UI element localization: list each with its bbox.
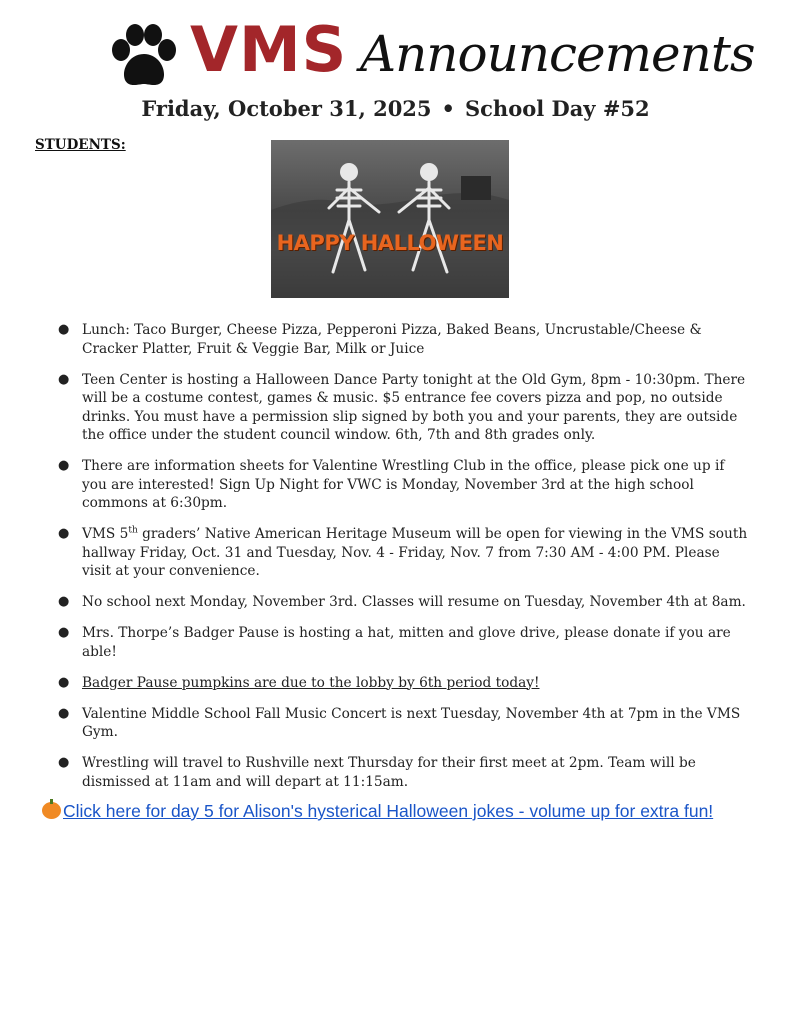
bullet-icon: ● <box>58 322 70 337</box>
halloween-image <box>271 140 509 298</box>
dancing-skeletons-illustration <box>271 140 509 298</box>
bullet-icon: ● <box>58 705 70 721</box>
separator-dot: • <box>441 96 455 121</box>
bullet-icon: ● <box>58 594 70 609</box>
date-text: Friday, October 31, 2025 <box>141 96 432 121</box>
paw-print-icon <box>107 24 181 90</box>
bullet-icon: ● <box>58 674 70 690</box>
pumpkin-icon <box>42 802 61 819</box>
masthead-title: Announcements <box>360 25 755 83</box>
list-item: ● Teen Center is hosting a Halloween Dance Party tonight at the Old Gym, 8pm - 10:30pm. There will be a costume contest, games & music. $5 entrance fee covers pizza and pop, no outside drinks. You must have a permission slip signed by both you and your parents, they are outside the office under the student council window. 6th, 7th and 8th grades only. <box>58 371 746 443</box>
list-item: ● No school next Monday, November 3rd. Classes will resume on Tuesday, November 4th at 8am. <box>58 594 746 610</box>
happy-halloween-caption: HAPPY HALLOWEEN <box>276 231 504 255</box>
joke-link-row <box>42 801 713 822</box>
bullet-icon: ● <box>58 526 70 541</box>
bullet-icon: ● <box>58 458 70 473</box>
list-item: ● Lunch: Taco Burger, Cheese Pizza, Pepperoni Pizza, Baked Beans, Uncrustable/Cheese & Cracker Platter, Fruit & Veggie Bar, Milk or Juice <box>58 322 702 357</box>
date-line <box>0 96 791 121</box>
list-item: ● Wrestling will travel to Rushville next Thursday for their first meet at 2pm. Team will be dismissed at 11am and will depart at 11:15am. <box>58 755 696 790</box>
list-item: ● Badger Pause pumpkins are due to the lobby by 6th period today! <box>58 674 540 691</box>
bullet-icon: ● <box>58 755 70 770</box>
masthead <box>0 14 791 86</box>
section-label-students: STUDENTS: <box>35 137 126 153</box>
school-day-text: School Day #52 <box>464 96 650 121</box>
list-item: ● Mrs. Thorpe’s Badger Pause is hosting a hat, mitten and glove drive, please donate if you are able! <box>58 625 731 660</box>
list-item: ● VMS 5th graders’ Native American Heritage Museum will be open for viewing in the VMS south hallway Friday, Oct. 31 and Tuesday, Nov. 4 - Friday, Nov. 7 from 7:30 AM - 4:00 PM. Please visit at your convenience. <box>58 525 748 579</box>
announcement-list <box>58 321 748 804</box>
bullet-icon: ● <box>58 625 70 640</box>
list-item: ● Valentine Middle School Fall Music Concert is next Tuesday, November 4th at 7pm in the VMS Gym. <box>58 705 741 740</box>
bullet-icon: ● <box>58 371 70 387</box>
list-item: ● There are information sheets for Valentine Wrestling Club in the office, please pick one up if you are interested! Sign Up Night for VWC is Monday, November 3rd at the high school commons at 6:30pm. <box>58 458 725 511</box>
vms-logo-text: VMS <box>190 13 348 86</box>
halloween-jokes-link[interactable]: Click here for day 5 for Alison's hysterical Halloween jokes - volume up for extra fun! <box>63 801 714 821</box>
